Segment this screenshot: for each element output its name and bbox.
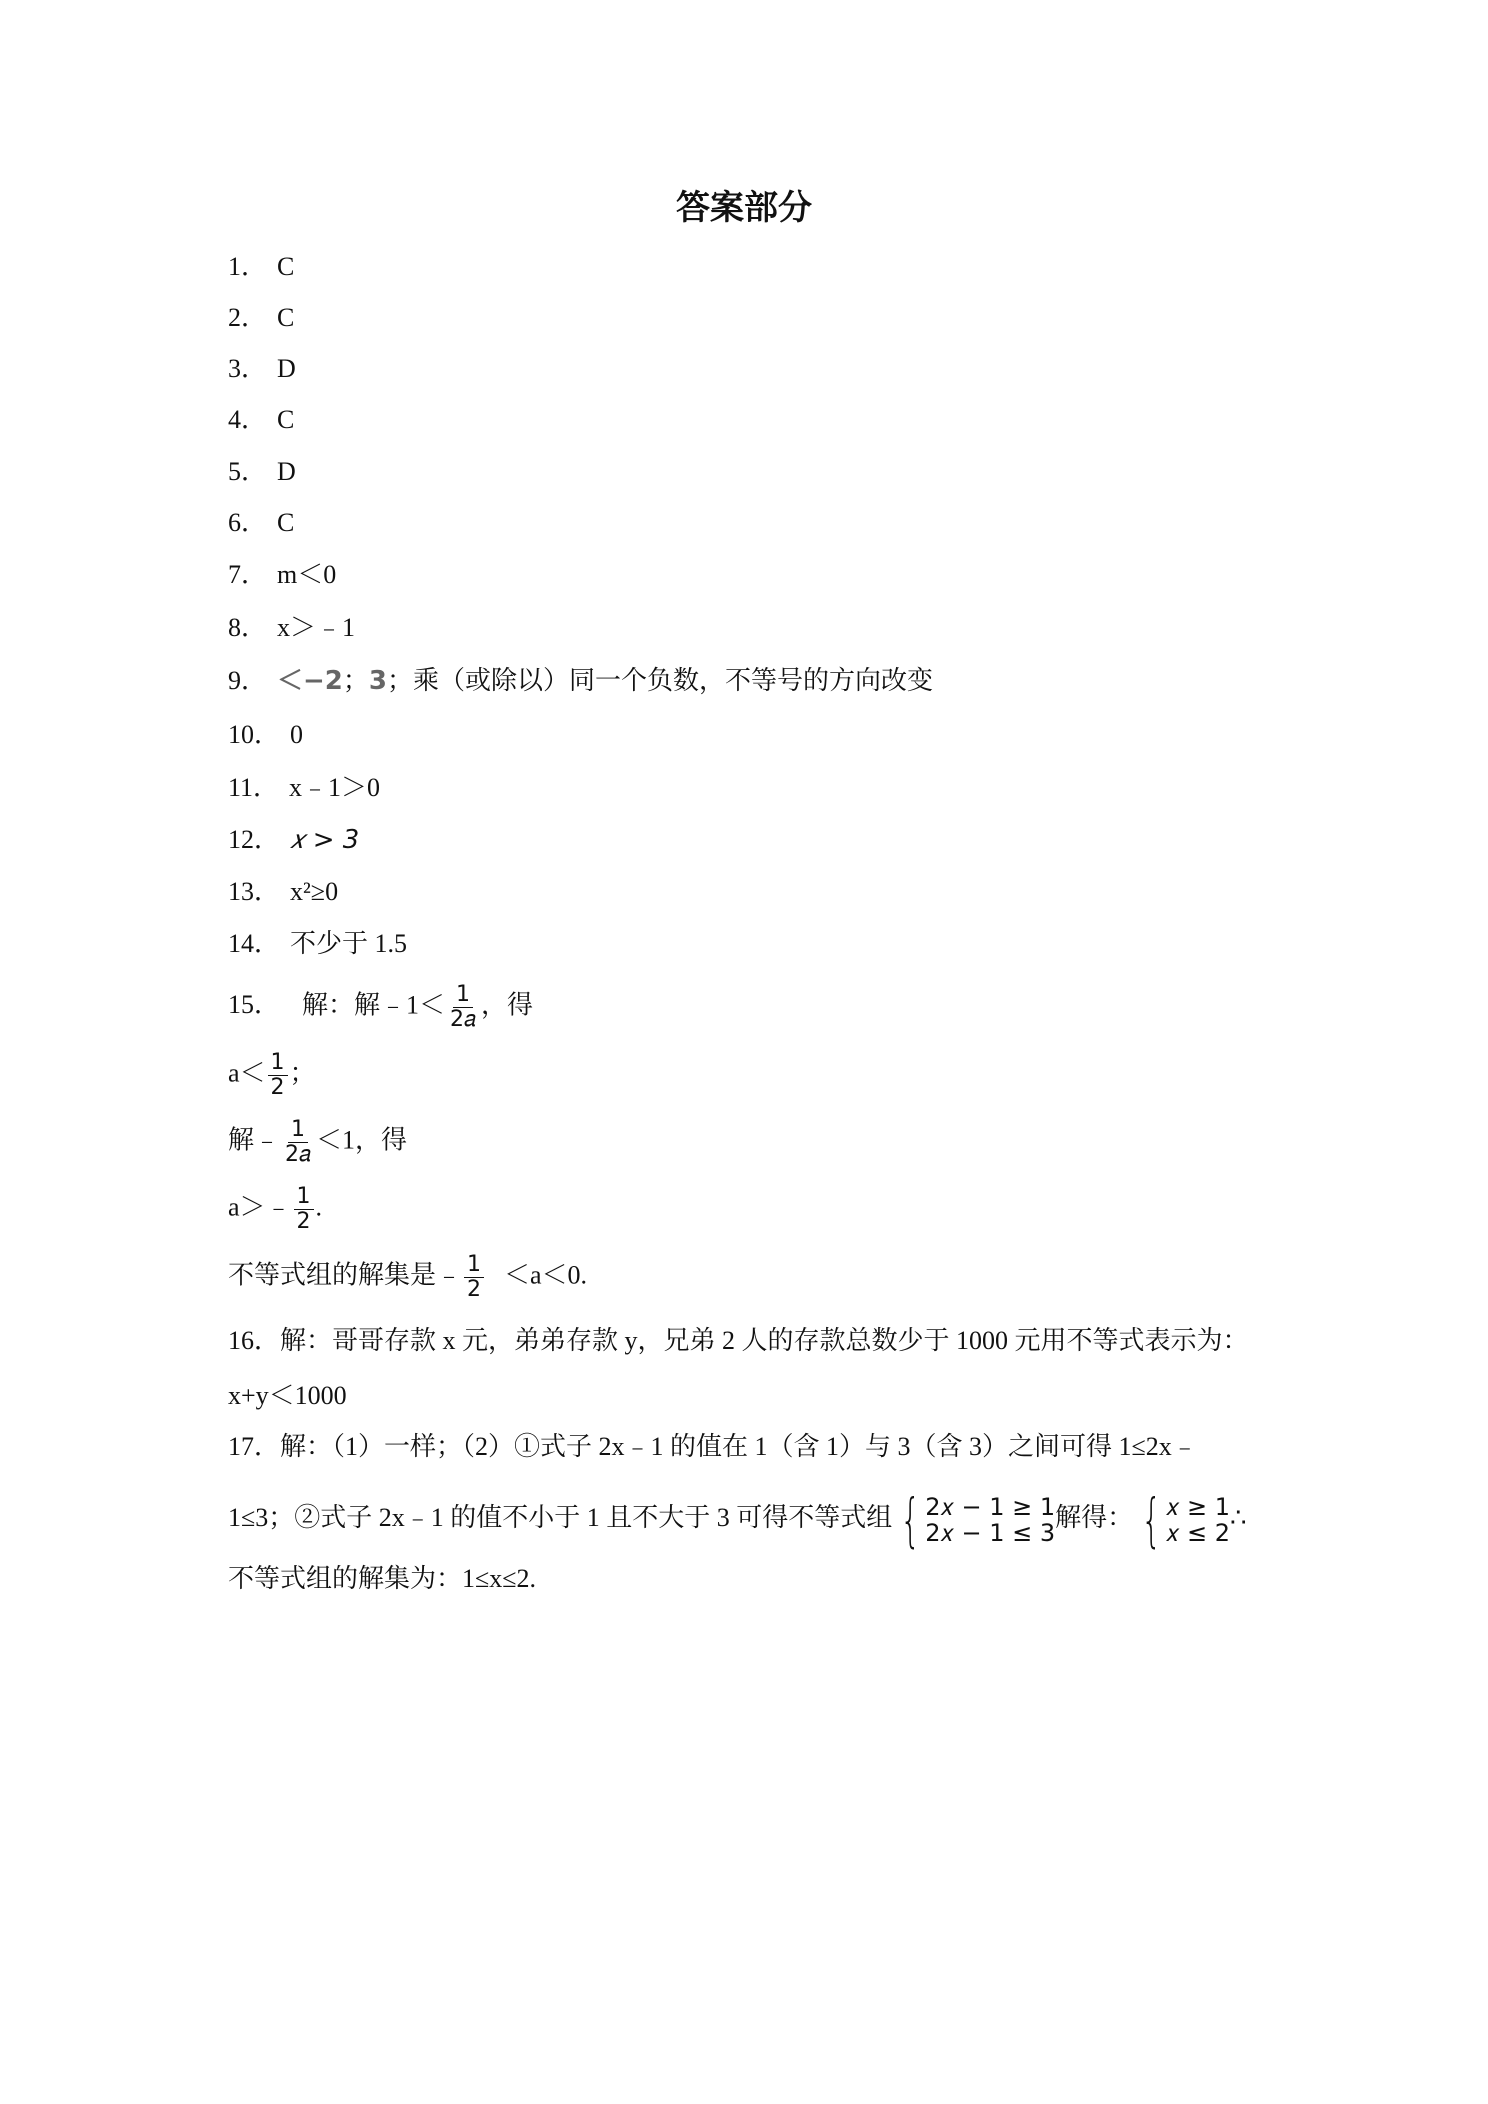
q15-line-2: a＜ $\frac{1}{2}$ ；: [228, 1050, 316, 1100]
inequality-system: { 2𝑥 − 1 ≥ 1 2𝑥 − 1 ≤ 3: [900, 1486, 1056, 1555]
answer-line: 13． x²≥0: [228, 877, 339, 906]
fraction: $\frac{1}{2}$: [294, 1185, 314, 1234]
fraction: $\frac{1}{2}$: [464, 1253, 484, 1302]
q16-line-1: 16．解：哥哥存款 x 元，弟弟存款 y，兄弟 2 人的存款总数少于 1000 元用不等式表示为：: [228, 1326, 1249, 1355]
answer-line: 5． D: [228, 457, 296, 486]
q17-line-3: 不等式组的解集为：1≤x≤2.: [228, 1564, 537, 1593]
answer-line: 1． C: [228, 252, 295, 281]
q15-line-4: a＞﹣ $\frac{1}{2}$ .: [228, 1184, 323, 1234]
q16-line-2: x+y＜1000: [228, 1381, 347, 1410]
answer-line: 4． C: [228, 405, 295, 434]
answer-line: 9． ＜−2；3；乘（或除以）同一个负数，不等号的方向改变: [228, 666, 934, 696]
solution-system: { 𝑥 ≥ 1 𝑥 ≤ 2: [1141, 1486, 1231, 1555]
fraction: $\frac{1}{\text{2𝑎}}$: [450, 982, 476, 1032]
q15-line-3: 解﹣ $\frac{1}{\text{2𝑎}}$ ＜1，得: [228, 1117, 407, 1167]
fraction: $\frac{1}{2}$: [268, 1051, 288, 1100]
answer-line: 8． x＞﹣1: [228, 613, 356, 642]
q17-line-1: 17．解：（1）一样；（2）①式子 2x﹣1 的值在 1（含 1）与 3（含 3）之间可得 1≤2x﹣: [228, 1432, 1198, 1461]
answer-line: 7． m＜0: [228, 560, 337, 589]
page-title: 答案部分: [676, 188, 812, 228]
q15-line-1: 15． 解：解﹣1＜ $\frac{1}{\text{2𝑎}}$ ，得: [228, 982, 533, 1032]
fraction: $\frac{1}{\text{2𝑎}}$: [285, 1117, 311, 1167]
q15-line-5: 不等式组的解集是﹣ $\frac{1}{2}$ ＜a＜0.: [228, 1252, 588, 1302]
answer-line: 11． x﹣1＞0: [228, 773, 381, 802]
answer-line: 10． 0: [228, 720, 304, 749]
q17-line-2: 1≤3；②式子 2x﹣1 的值不小于 1 且不大于 3 可得不等式组 { 2𝑥 − 1 ≥ 1 2𝑥 − 1 ≤ 3 解得： { 𝑥 ≥ 1 𝑥 ≤ 2 ∴: [228, 1486, 1247, 1555]
answer-line: 14． 不少于 1.5: [228, 929, 408, 958]
answer-line: 6． C: [228, 508, 295, 537]
answer-line: 2． C: [228, 303, 295, 332]
answer-line: 3． D: [228, 354, 296, 383]
answer-line: 12． 𝑥 > 3: [228, 825, 360, 855]
